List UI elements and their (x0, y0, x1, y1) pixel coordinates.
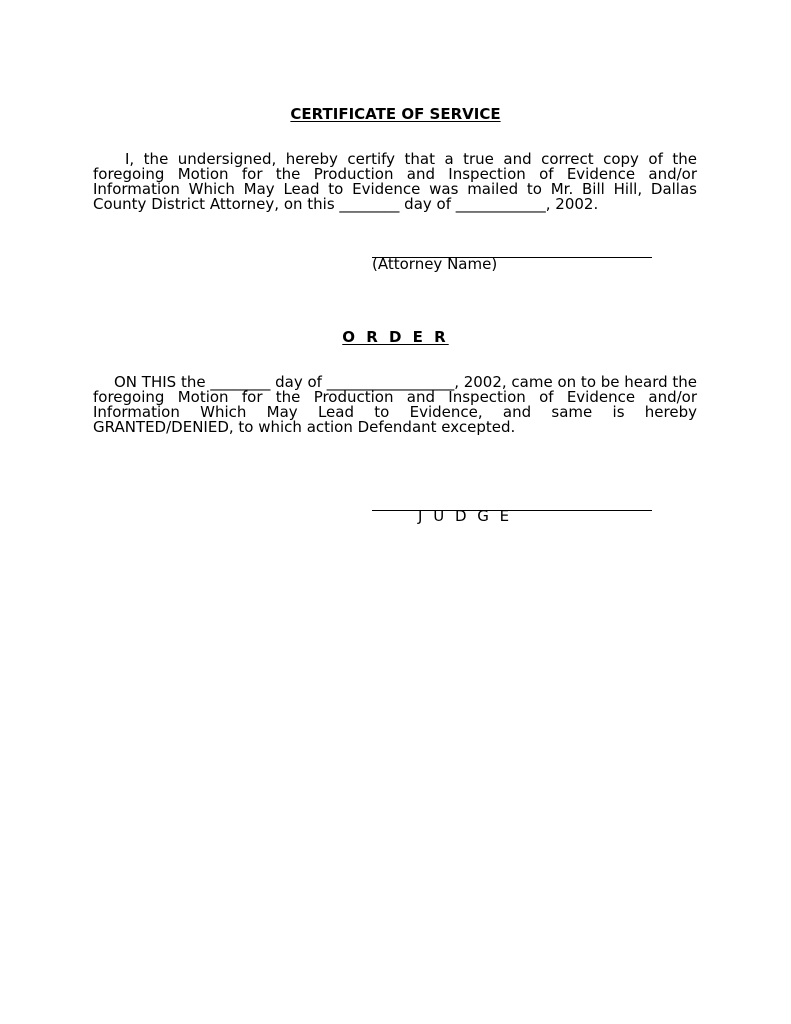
order-paragraph: ON THIS the ________ day of _________________, 2002, came on to be heard the foregoing Motion for the Production and Inspection of Evidence and/or Information Which May Lead to Evidence, and same is hereby GRANTED/DENIED, to which action Defendant excepted. (93, 373, 698, 436)
certificate-of-service-title: CERTIFICATE OF SERVICE (290, 105, 501, 123)
judge-label: J U D G E (418, 507, 513, 525)
certificate-paragraph: I, the undersigned, hereby certify that a true and correct copy of the foregoing Motion for the Production and Inspection of Evidence and/or Information Which May Lead to Evidence was mailed to Mr. Bill Hill, Dallas County District Attorney, on this ________ day of ____________, 2002. (93, 150, 697, 213)
order-title: O R D E R (342, 328, 449, 346)
attorney-name-label: (Attorney Name) (372, 255, 498, 273)
